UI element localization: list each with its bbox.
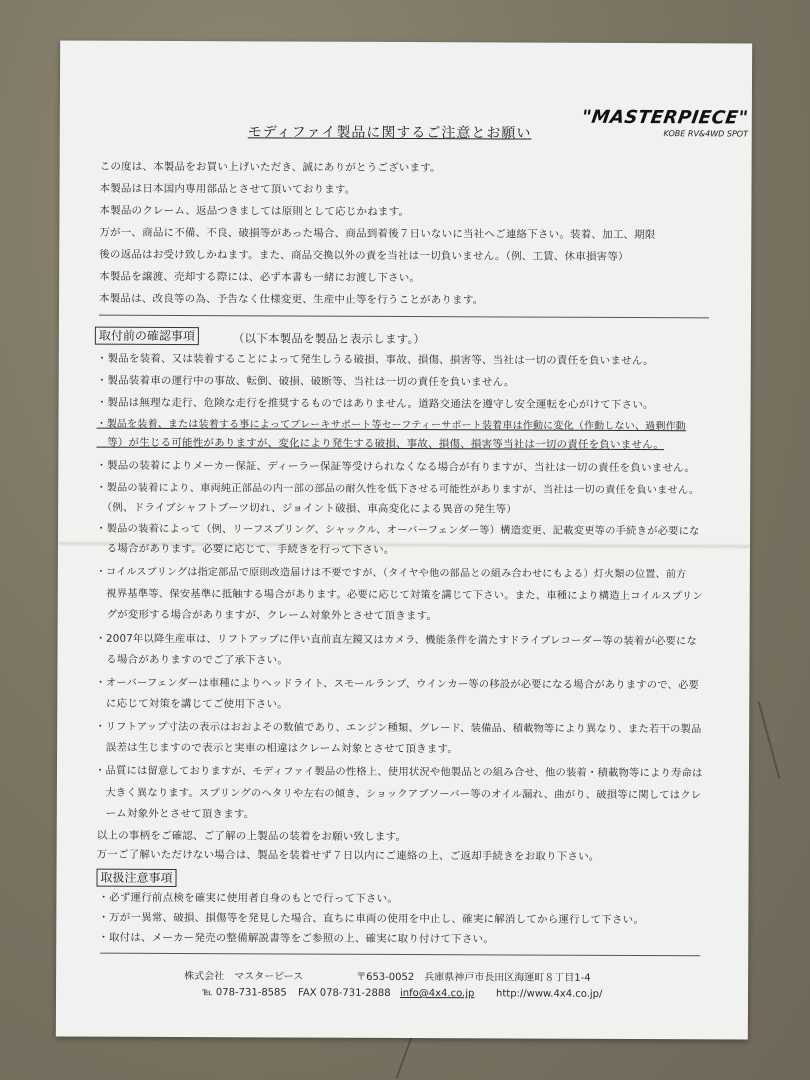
check-line: 大きく異なります。スプリングのヘタリや左右の傾き、ショックアブソーバー等のオイル漏れ、曲がり、破損等に関してはクレ (94, 786, 702, 802)
intro-line: 本製品は日本国内専用部品とさせて頂いております。 (99, 182, 356, 196)
check-line: ・製品装着車の運行中の事故、転倒、破損、破断等、当社は一切の責任を負いません。 (96, 374, 515, 389)
section-heading-pre-install: 取付前の確認事項 (95, 327, 199, 345)
check-line: （例、ドライブシャフトブーツ切れ、ジョイント破損、車高変化による異音の発生等） (96, 501, 518, 516)
check-line: ・オーバーフェンダーは車種によりヘッドライト、スモールランプ、ウインカー等の移設が必要になる場合がありますので、必要 (95, 676, 700, 692)
notice-sheet (56, 40, 752, 1039)
phone-number: ℡ 078-731-8585 (201, 987, 287, 999)
check-line: ーム対象外とさせて頂きます。 (94, 807, 255, 821)
intro-line: 本製品のクレーム、返品つきましては原則として応じかねます。 (99, 204, 410, 219)
check-line: る場合があります。必要に応じて、手続きを行って下さい。 (95, 542, 395, 556)
fax-number: FAX 078-731-2888 (297, 987, 391, 999)
website-link[interactable]: http://www.4x4.co.jp/ (495, 988, 603, 1000)
check-line: 誤差は生じますので表示と実車の相違はクレーム対象とさせて頂きます。 (95, 741, 459, 756)
check-line: 視界基準等、保安基準に抵触する場合があります。必要に応じて対策を講じて下さい。また、車種により構造上コイルスプリン (95, 587, 703, 603)
check-line: ・リフトアップ寸法の表示はおおよその数値であり、エンジン種類、グレード、装備品、積載物等により異なり、また若干の製品 (95, 720, 702, 736)
handling-line: ・取付は、メーカー発売の整備解説書等をご参照の上、確実に取り付けて下さい。 (98, 931, 494, 946)
intro-line: 本製品は、改良等の為、予告なく仕様変更、生産中止等を行うことがあります。 (99, 292, 484, 307)
check-line: る場合がありますのでご了承下さい。 (95, 653, 289, 667)
page-title: モディファイ製品に関するご注意とお願い (247, 124, 532, 142)
footer-divider (100, 953, 700, 957)
intro-line: この度は、本製品をお買い上げいただき、誠にありがとうございます。 (99, 160, 441, 175)
check-line: ・製品の装着によりメーカー保証、ディーラー保証等受けられなくなる場合が有りますが、当社は一切の責任を負いません。 (96, 459, 696, 475)
intro-line: 万が一、商品に不備、不良、破損等があった場合、商品到着後７日いないに当社へご連絡下さい。装着、加工、期限 (99, 226, 656, 242)
closing-line: 以上の事柄をご確認、ご了解の上製品の装着をお願い致します。 (96, 829, 407, 844)
intro-line: 本製品を譲渡、売却する際には、必ず本書も一緒にお渡し下さい。 (99, 270, 421, 285)
company-name: 株式会社 マスターピース (184, 971, 304, 983)
check-line: ・コイルスプリングは指定部品で原則改造届けは不要ですが、（タイヤや他の部品との組み合わせにもよる）灯火類の位置、前方 (95, 566, 687, 581)
check-line: 等）が生じる可能性がありますが、変化により発生する破損、事故、損傷、損害等当社は一切の責任を負いません。 (96, 436, 665, 452)
company-address: 〒653-0052 兵庫県神戸市長田区海運町８丁目1-4 (356, 971, 591, 984)
check-line: ・製品は無理な走行、危険な走行を推奨するものではありません。道路交通法を遵守し安全運転を心がけて下さい。 (96, 396, 654, 412)
check-line: グが変形する場合がありますが、クレーム対象外とさせて頂きます。 (95, 608, 438, 623)
check-line: ・2007年以降生産車は、リフトアップに伴い直前直左鏡又はカメラ、機能条件を満たすドライブレコーダー等の装着が必要にな (95, 632, 698, 648)
intro-line: 後の返品はお受け致しかねます。また、商品交換以外の責を当社は一切負いません。（例、工賃、休車損害等） (99, 248, 629, 263)
check-line: ・製品を装着、又は装着することによって発生しうる破損、事故、損傷、損害等、当社は一切の責任を負いません。 (96, 352, 654, 368)
check-line: に応じて対策を講じてご使用下さい。 (95, 697, 288, 711)
section-note: （以下本製品を製品と表示します。） (232, 331, 426, 347)
check-line: ・製品の装着により、車両純正部品の内一部の部品の耐久性を低下させる可能性がありますが、当社は一切の責任を負いません。 (96, 482, 700, 497)
logo-subtitle: KOBE RV&4WD SPOT (663, 129, 748, 139)
floor-crack (758, 701, 781, 779)
handling-line: ・必ず運行前点検を確実に使用者自身のもとで行って下さい。 (98, 891, 399, 905)
closing-line: 万一ご了解いただけない場合は、製品を装着せず７日以内にご連絡の上、ご返却手続きをお取り下さい。 (96, 848, 600, 863)
check-line: ・品質には留意しておりますが、モディファイ製品の性格上、使用状況や他製品との組み合せ、他の装着・積載物等により寿命は (94, 764, 703, 780)
masterpiece-logo (582, 107, 748, 139)
section-divider (99, 315, 709, 319)
logo-text: "MASTERPIECE" (580, 106, 750, 129)
check-line: ・製品の装着によって（例、リーフスプリング、シャックル、オーバーフェンダー等）構造変更、記載変更等の手続きが必要にな (96, 522, 700, 538)
section-heading-handling: 取扱注意事項 (96, 869, 176, 887)
check-line: ・製品を装着、または装着する事によってブレーキサポート等セーフティーサポート装着車は作動に変化（作動しない、過剰作動 (96, 418, 687, 433)
handling-line: ・万が一異常、破損、損傷等を発見した場合、直ちに車両の使用を中止し、確実に解消してから運行して下さい。 (98, 911, 645, 927)
email-link[interactable]: info@4x4.co.jp (399, 987, 475, 1000)
floor-crack (396, 1031, 415, 1079)
